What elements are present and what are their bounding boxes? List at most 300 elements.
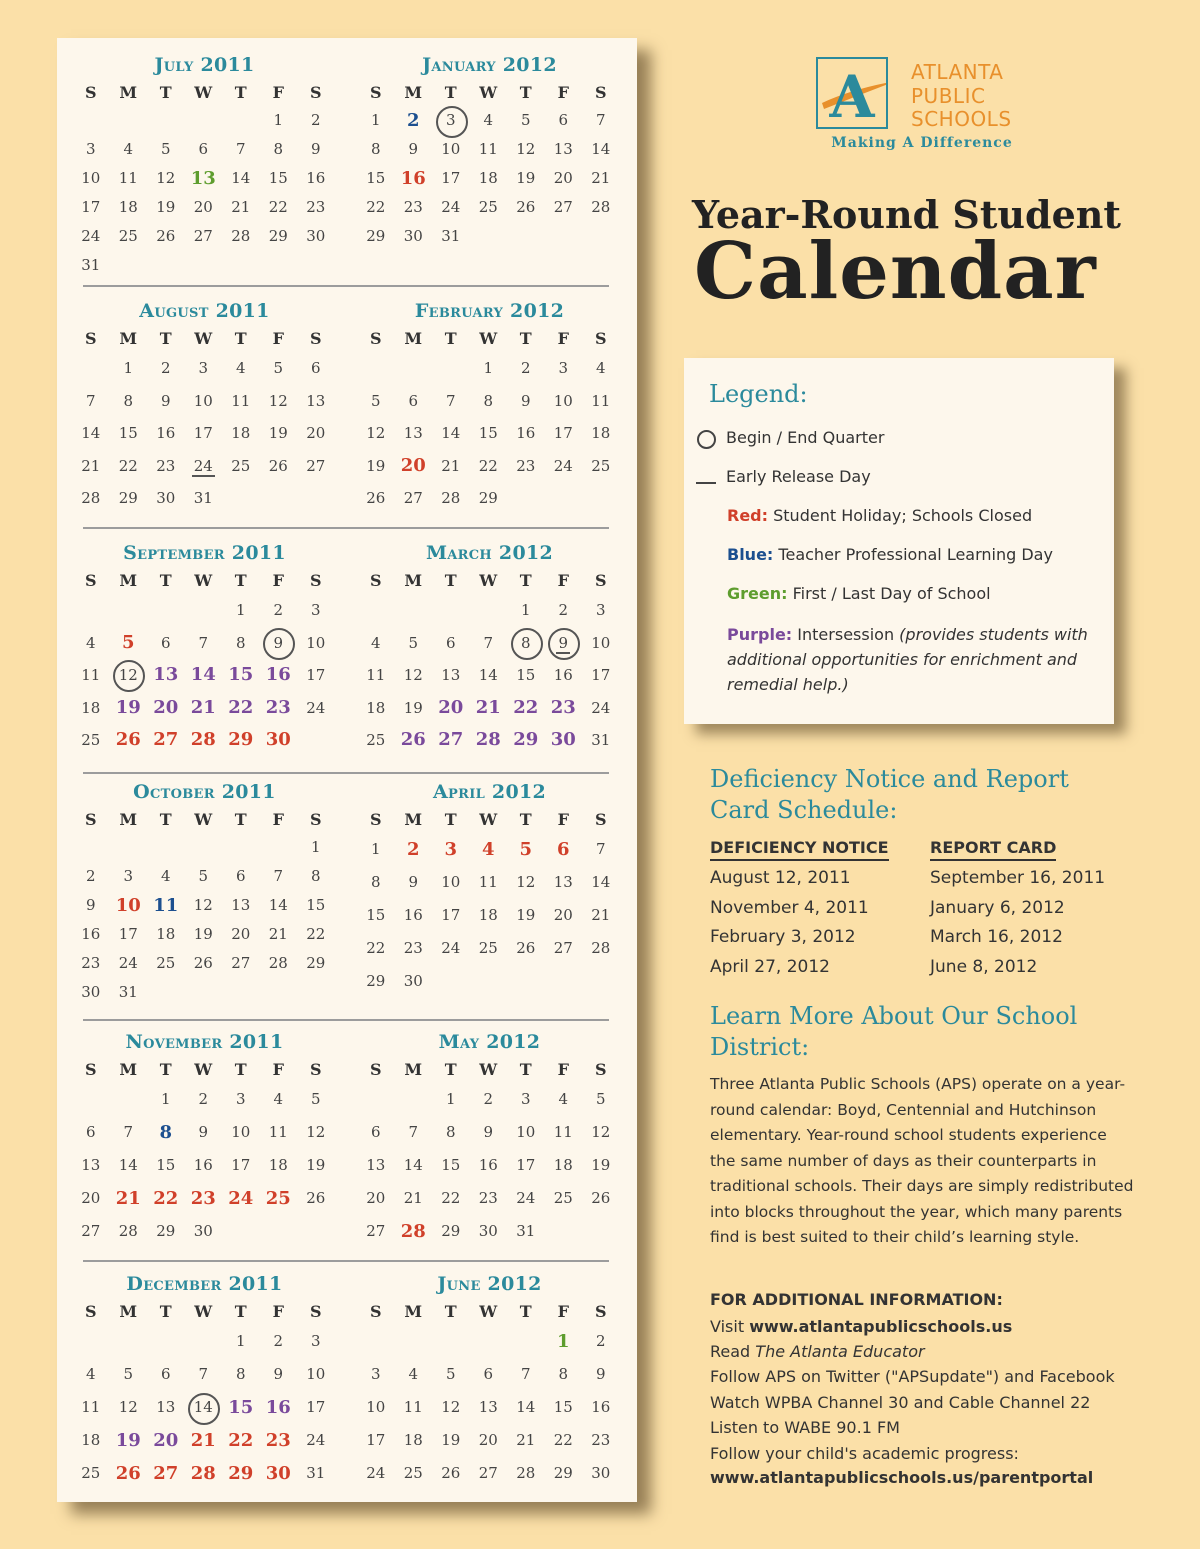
- calendar-day: 11: [153, 895, 179, 916]
- weekday-header: [72, 807, 337, 833]
- calendar-day: 11: [231, 391, 251, 410]
- calendar-day: 15: [366, 169, 386, 187]
- calendar-day: 25: [81, 731, 101, 749]
- calendar-day: 11: [591, 391, 611, 410]
- calendar-day: 6: [85, 1123, 96, 1141]
- calendar-day: 18: [366, 698, 386, 717]
- calendar-day: 19: [156, 198, 176, 216]
- weekday-label: M: [404, 83, 423, 102]
- calendar-day: 20: [231, 925, 251, 943]
- month-title: March 2012: [425, 542, 554, 564]
- calendar-day: 17: [81, 198, 101, 216]
- calendar-card: [57, 38, 637, 1502]
- weekday-label: T: [444, 83, 457, 102]
- calendar-day: 5: [121, 631, 135, 653]
- calendar-day: 12: [156, 169, 176, 187]
- calendar-day: 30: [265, 1463, 291, 1484]
- calendar-day-empty: [582, 222, 620, 251]
- calendar-day: 14: [185, 1391, 223, 1424]
- calendar-day: 21: [441, 456, 461, 475]
- calendar-day-empty: [432, 1325, 470, 1358]
- weekday-label: S: [309, 83, 322, 102]
- calendar-day: 4: [595, 359, 606, 377]
- weekday-label: W: [479, 1060, 498, 1079]
- calendar-day: 14: [591, 140, 611, 158]
- week-row: [72, 1457, 337, 1490]
- legend-blue-key: Blue:: [727, 545, 774, 564]
- calendar-day: 25: [118, 227, 138, 245]
- legend-red-key: Red:: [727, 506, 769, 525]
- calendar-day: 21: [231, 198, 251, 216]
- info-read-prefix: Read: [710, 1342, 751, 1361]
- calendar-day: 12: [403, 666, 423, 684]
- weekday-label: S: [594, 810, 607, 829]
- calendar-day: 6: [483, 1365, 494, 1383]
- calendar-day: 6: [445, 633, 456, 652]
- calendar-day: 17: [118, 925, 138, 943]
- calendar-day: 26: [193, 954, 213, 972]
- calendar-day: 17: [441, 169, 461, 187]
- calendar-day: 13: [553, 873, 573, 891]
- calendar-day: 28: [516, 1464, 536, 1482]
- week-row: [357, 1182, 622, 1215]
- weekday-label: S: [369, 329, 382, 348]
- calendar-day: 14: [81, 424, 101, 442]
- calendar-day: 19: [268, 424, 288, 442]
- week-row: [357, 417, 622, 450]
- calendar-day: 26: [156, 227, 176, 245]
- weekday-label: M: [119, 1060, 138, 1079]
- row-divider: [83, 285, 609, 287]
- weekday-label: F: [557, 1302, 569, 1321]
- calendar-day: 15: [478, 424, 498, 442]
- calendar-day: 8: [507, 627, 545, 660]
- weekday-header: [357, 568, 622, 594]
- calendar-day: 25: [403, 1464, 423, 1482]
- weekday-label: F: [557, 1060, 569, 1079]
- calendar-day: 4: [235, 359, 246, 377]
- calendar-day: 6: [556, 839, 570, 860]
- calendar-day-empty: [395, 352, 433, 385]
- calendar-day: 24: [441, 939, 461, 957]
- calendar-day-empty: [72, 594, 110, 627]
- calendar-day-empty: [222, 251, 260, 280]
- legend-quarter: Begin / End Quarter: [726, 428, 885, 447]
- calendar-day: 7: [198, 1365, 209, 1383]
- calendar-day: 15: [118, 424, 138, 442]
- calendar-day: 13: [81, 1156, 101, 1174]
- calendar-day: 21: [268, 925, 288, 943]
- calendar-day: 4: [123, 140, 134, 158]
- calendar-day: 5: [123, 1365, 134, 1383]
- calendar-day: 2: [483, 1090, 494, 1108]
- calendar-day: 11: [478, 140, 498, 158]
- calendar-day: 12: [516, 140, 536, 158]
- week-row: [357, 627, 622, 660]
- weekday-label: T: [159, 1302, 172, 1321]
- calendar-day: 23: [265, 1430, 291, 1451]
- calendar-day: 9: [273, 1365, 284, 1383]
- calendar-day: 28: [81, 489, 101, 507]
- calendar-day: 24: [81, 227, 101, 245]
- weekday-header: [357, 326, 622, 352]
- calendar-day: 25: [591, 456, 611, 475]
- weekday-label: T: [159, 1060, 172, 1079]
- calendar-day: 28: [400, 1221, 426, 1242]
- calendar-day: 22: [553, 1431, 573, 1449]
- calendar-day: 13: [366, 1156, 386, 1174]
- month-title: August 2011: [139, 300, 270, 322]
- weekday-label: W: [479, 329, 498, 348]
- calendar-day: 21: [591, 169, 611, 187]
- calendar-day: 21: [190, 1430, 216, 1451]
- logo-tagline: Making A Difference: [831, 135, 1013, 151]
- calendar-day: 1: [160, 1090, 171, 1108]
- month-title: December 2011: [126, 1273, 283, 1295]
- logo-word: SCHOOLS: [911, 107, 1012, 131]
- calendar-day: 10: [366, 1398, 386, 1416]
- calendar-day: 25: [265, 1188, 291, 1209]
- calendar-day: 14: [231, 169, 251, 187]
- week-row: [357, 135, 622, 164]
- weekday-label: T: [519, 1302, 532, 1321]
- calendar-day: 24: [306, 1431, 326, 1449]
- weekday-label: T: [159, 571, 172, 590]
- month-block: [72, 298, 337, 515]
- weekday-label: M: [404, 810, 423, 829]
- legend-green-text: First / Last Day of School: [792, 584, 991, 603]
- calendar-day: 16: [193, 1156, 213, 1174]
- calendar-day: 16: [400, 168, 426, 189]
- calendar-day: 18: [81, 1431, 101, 1449]
- calendar-day-empty: [260, 833, 298, 862]
- calendar-day-empty: [185, 594, 223, 627]
- calendar-day-empty: [110, 106, 148, 135]
- calendar-day: 13: [441, 666, 461, 684]
- weekday-label: T: [519, 83, 532, 102]
- legend-blue: [727, 545, 1053, 564]
- calendar-day: 17: [306, 666, 326, 684]
- calendar-day-empty: [147, 1325, 185, 1358]
- weekday-label: T: [234, 571, 247, 590]
- weekday-label: M: [119, 810, 138, 829]
- weekday-label: F: [557, 83, 569, 102]
- calendar-day: 7: [123, 1123, 134, 1141]
- calendar-day: 22: [478, 456, 498, 475]
- calendar-day: 23: [516, 456, 536, 475]
- calendar-day: 15: [553, 1398, 573, 1416]
- calendar-day: 2: [406, 110, 420, 131]
- row-divider: [83, 1019, 609, 1021]
- calendar-day: 18: [591, 424, 611, 442]
- calendar-day-empty: [470, 965, 508, 998]
- month-block: [357, 540, 622, 757]
- week-row: [72, 627, 337, 660]
- calendar-day: 3: [370, 1365, 381, 1383]
- weekday-label: S: [369, 83, 382, 102]
- calendar-day: 8: [445, 1123, 456, 1141]
- calendar-day: 13: [153, 664, 179, 685]
- calendar-day: 4: [160, 867, 171, 885]
- calendar-day: 9: [310, 140, 321, 158]
- calendar-day: 29: [228, 729, 254, 750]
- week-row: [72, 106, 337, 135]
- legend-purple: [727, 622, 1097, 697]
- calendar-day: 25: [553, 1189, 573, 1207]
- calendar-day: 27: [81, 1222, 101, 1240]
- calendar-day: 29: [228, 1463, 254, 1484]
- calendar-day: 16: [478, 1156, 498, 1174]
- week-row: [357, 1424, 622, 1457]
- calendar-day: 20: [553, 906, 573, 924]
- weekday-header: [357, 1299, 622, 1325]
- calendar-day: 12: [306, 1123, 326, 1141]
- week-row: [357, 450, 622, 483]
- calendar-day-empty: [357, 1325, 395, 1358]
- calendar-day: 31: [118, 983, 138, 1001]
- month-title: February 2012: [414, 300, 565, 322]
- calendar-day: 9: [160, 391, 171, 410]
- weekday-label: T: [519, 571, 532, 590]
- calendar-day: 27: [438, 729, 464, 750]
- calendar-day: 15: [366, 906, 386, 924]
- calendar-day: 7: [520, 1365, 531, 1383]
- calendar-day: 16: [553, 666, 573, 684]
- calendar-day-empty: [185, 978, 223, 1007]
- calendar-day: 10: [115, 895, 141, 916]
- weekday-label: W: [194, 1302, 213, 1321]
- calendar-day-empty: [297, 724, 335, 757]
- calendar-day-empty: [147, 106, 185, 135]
- weekday-label: M: [404, 1060, 423, 1079]
- calendar-day: 7: [85, 391, 96, 410]
- calendar-day: 1: [370, 111, 381, 129]
- circle-icon: [697, 430, 716, 449]
- calendar-day: 29: [513, 729, 539, 750]
- calendar-day: 4: [85, 1365, 96, 1383]
- calendar-day: 4: [558, 1090, 569, 1108]
- calendar-day: 22: [306, 925, 326, 943]
- logo-word: ATLANTA: [911, 60, 1004, 84]
- weekday-label: S: [84, 571, 97, 590]
- calendar-day: 10: [553, 391, 573, 410]
- month-block: [357, 298, 622, 515]
- calendar-day: 19: [115, 696, 141, 718]
- weekday-header: [72, 326, 337, 352]
- calendar-day: 17: [553, 424, 573, 442]
- calendar-day: 7: [273, 867, 284, 885]
- weekday-label: S: [84, 810, 97, 829]
- weekday-label: S: [369, 810, 382, 829]
- calendar-day: 15: [156, 1156, 176, 1174]
- website-link[interactable]: www.atlantapublicschools.us: [749, 1317, 1013, 1336]
- weekday-label: S: [84, 1302, 97, 1321]
- calendar-day: 7: [235, 140, 246, 158]
- calendar-day: 1: [123, 359, 134, 377]
- weekday-label: T: [234, 810, 247, 829]
- calendar-day: 1: [556, 1331, 570, 1352]
- calendar-day: 7: [198, 633, 209, 652]
- month-block: [357, 1271, 622, 1490]
- weekday-label: W: [194, 83, 213, 102]
- week-row: [72, 978, 337, 1007]
- calendar-day-empty: [432, 965, 470, 998]
- report-card-date: January 6, 2012: [930, 897, 1065, 918]
- week-row: [357, 1325, 622, 1358]
- calendar-day: 10: [441, 140, 461, 158]
- month-title: May 2012: [438, 1031, 541, 1053]
- weekday-label: F: [272, 1060, 284, 1079]
- about-paragraph: Three Atlanta Public Schools (APS) operate on a year-round calendar: Boyd, Centennial and Hutchinson elementary. Year-round school students experience the same number of days as their counterparts in traditional schools. Their days are simply redistributed into blocks throughout the year, which many parents find is best suited to their child’s learning style.: [710, 1075, 1134, 1246]
- weekday-label: T: [444, 571, 457, 590]
- underline-icon: [696, 482, 716, 484]
- calendar-day: 15: [268, 169, 288, 187]
- week-row: [72, 594, 337, 627]
- calendar-day: 16: [516, 424, 536, 442]
- week-row: [72, 1358, 337, 1391]
- calendar-day: 10: [516, 1123, 536, 1141]
- month-block: [72, 779, 337, 1007]
- month-title: June 2012: [437, 1273, 542, 1295]
- week-row: [357, 1083, 622, 1116]
- calendar-day: 3: [85, 140, 96, 158]
- publication-name: The Atlanta Educator: [755, 1342, 925, 1361]
- calendar-day: 8: [370, 140, 381, 158]
- week-row: [357, 932, 622, 965]
- calendar-day: 6: [310, 359, 321, 377]
- calendar-day: 17: [193, 424, 213, 442]
- calendar-day: 29: [118, 489, 138, 507]
- weekday-label: T: [234, 1060, 247, 1079]
- calendar-day: 11: [478, 873, 498, 891]
- calendar-day: 28: [190, 729, 216, 750]
- calendar-day: 10: [193, 391, 213, 410]
- info-visit-prefix: Visit: [710, 1317, 745, 1336]
- week-row: [357, 1215, 622, 1248]
- calendar-day: 8: [159, 1122, 173, 1143]
- weekday-label: T: [519, 810, 532, 829]
- calendar-day-empty: [260, 251, 298, 280]
- calendar-day: 26: [516, 939, 536, 957]
- calendar-day-empty: [222, 978, 260, 1007]
- calendar-day-empty: [185, 106, 223, 135]
- calendar-day: 22: [153, 1188, 179, 1209]
- calendar-day-empty: [72, 352, 110, 385]
- week-row: [357, 385, 622, 418]
- calendar-day-empty: [507, 482, 545, 515]
- calendar-day: 31: [441, 227, 461, 245]
- week-row: [357, 899, 622, 932]
- weekday-label: F: [272, 83, 284, 102]
- weekday-label: M: [119, 83, 138, 102]
- calendar-day: 23: [591, 1431, 611, 1449]
- weekday-label: T: [444, 1302, 457, 1321]
- info-tv: Watch WPBA Channel 30 and Cable Channel 22: [710, 1393, 1091, 1412]
- week-row: [72, 193, 337, 222]
- legend-red: [727, 506, 1032, 525]
- calendar-day: 11: [553, 1123, 573, 1141]
- calendar-day: 28: [118, 1222, 138, 1240]
- parent-portal-link[interactable]: www.atlantapublicschools.us/parentportal: [710, 1468, 1094, 1487]
- calendar-day: 2: [520, 359, 531, 377]
- calendar-day: 17: [441, 906, 461, 924]
- calendar-day: 1: [235, 601, 246, 619]
- calendar-day: 31: [193, 489, 213, 507]
- calendar-day: 27: [553, 198, 573, 216]
- calendar-day: 18: [478, 169, 498, 187]
- deficiency-date: August 12, 2011: [710, 868, 851, 888]
- week-row: [72, 724, 337, 757]
- weekday-label: S: [309, 329, 322, 348]
- weekday-label: S: [369, 1302, 382, 1321]
- calendar-day: 31: [81, 256, 101, 274]
- info-progress: Follow your child's academic progress:: [710, 1444, 1019, 1463]
- calendar-day: 5: [310, 1090, 321, 1108]
- weekday-header: [72, 1057, 337, 1083]
- calendar-day: 24: [516, 1189, 536, 1207]
- calendar-day: 8: [370, 873, 381, 891]
- logo-swoosh-icon: [818, 59, 886, 127]
- calendar-day: 6: [558, 111, 569, 129]
- weekday-label: S: [84, 329, 97, 348]
- calendar-day: 15: [228, 1397, 254, 1418]
- calendar-day: 5: [595, 1090, 606, 1108]
- calendar-day: 14: [403, 1156, 423, 1174]
- calendar-day: 9: [85, 896, 96, 914]
- calendar-day: 2: [406, 839, 420, 860]
- calendar-day: 18: [156, 925, 176, 943]
- calendar-day: 23: [190, 1188, 216, 1209]
- calendar-day: 28: [231, 227, 251, 245]
- calendar-day: 13: [403, 424, 423, 442]
- calendar-day: 7: [595, 111, 606, 129]
- calendar-day: 12: [193, 896, 213, 914]
- calendar-day: 29: [306, 954, 326, 972]
- week-row: [72, 164, 337, 193]
- calendar-day: 1: [520, 601, 531, 619]
- weekday-label: M: [119, 329, 138, 348]
- calendar-day: 13: [190, 168, 216, 189]
- calendar-day: 6: [370, 1123, 381, 1141]
- weekday-label: S: [594, 83, 607, 102]
- week-row: [357, 106, 622, 135]
- calendar-day: 20: [306, 424, 326, 442]
- weekday-header: [357, 1057, 622, 1083]
- week-row: [357, 965, 622, 998]
- calendar-day: 15: [228, 664, 254, 685]
- legend-purple-note: (provides students with additional opportunities for enrichment and remedial help.): [727, 625, 1088, 694]
- calendar-day: 26: [400, 729, 426, 750]
- calendar-day: 1: [310, 838, 321, 856]
- calendar-day-empty: [297, 251, 335, 280]
- calendar-day-empty: [72, 833, 110, 862]
- weekday-label: T: [519, 329, 532, 348]
- week-row: [357, 1391, 622, 1424]
- calendar-day-empty: [582, 482, 620, 515]
- calendar-day: 10: [591, 633, 611, 652]
- week-row: [72, 1325, 337, 1358]
- info-heading: FOR ADDITIONAL INFORMATION:: [710, 1290, 1003, 1309]
- calendar-day-empty: [432, 594, 470, 627]
- calendar-day-empty: [185, 833, 223, 862]
- info-radio: Listen to WABE 90.1 FM: [710, 1418, 900, 1437]
- month-title: November 2011: [125, 1031, 284, 1053]
- week-row: [357, 1457, 622, 1490]
- legend-purple-text: Intersession: [797, 625, 895, 644]
- calendar-day-empty: [147, 594, 185, 627]
- calendar-day: 5: [273, 359, 284, 377]
- weekday-label: S: [594, 329, 607, 348]
